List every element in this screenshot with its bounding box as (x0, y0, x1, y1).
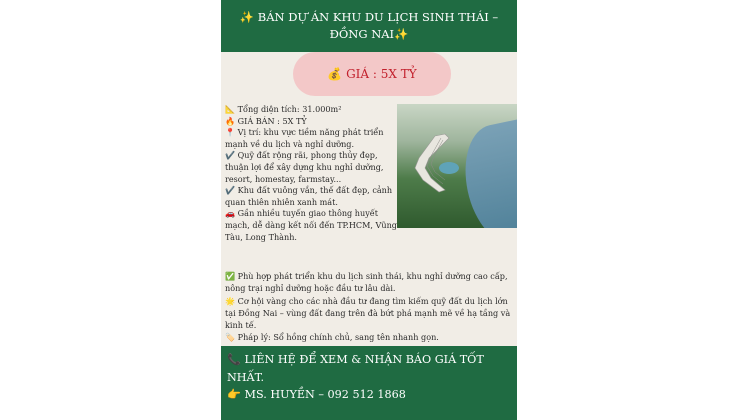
benefit-usage: ✅ Phù hợp phát triển khu du lịch sinh thái, khu nghỉ dưỡng cao cấp, nông trại nghỉ dưỡng hoặc đầu tư lâu dài. (225, 271, 508, 294)
poster-header (221, 0, 517, 52)
detail-price: 🔥 GIÁ BÁN : 5X TỶ (225, 115, 307, 126)
benefit-opportunity: 🌟 Cơ hội vàng cho các nhà đầu tư đang tìm kiếm quỹ đất du lịch lớn tại Đồng Nai – vùng đất đang trên đà bứt phá mạnh mẽ về hạ tầng và kinh tế. (225, 295, 511, 331)
property-details (225, 104, 397, 243)
detail-location: 📍 Vị trí: khu vực tiềm năng phát triển mạnh về du lịch và nghỉ dưỡng. (225, 127, 384, 149)
detail-area: 📐 Tổng diện tích: 31.000m² (225, 104, 342, 114)
benefits-section (225, 270, 515, 344)
hotel-building-icon (405, 128, 469, 198)
benefit-legal: 🏷️ Pháp lý: Sổ hồng chính chủ, sang tên nhanh gọn. (225, 332, 439, 343)
poster-title: ✨ BÁN DỰ ÁN KHU DU LỊCH SINH THÁI – ĐỒNG NAI✨ (239, 10, 499, 41)
contact-line: 📞 LIÊN HỆ ĐỂ XEM & NHẬN BÁO GIÁ TỐT NHẤT. (227, 353, 484, 384)
contact-person[interactable]: 👉 MS. HUYỀN – 092 512 1868 (227, 388, 406, 401)
detail-traffic: 🚗 Gần nhiều tuyến giao thông huyết mạch, dễ dàng kết nối đến TP.HCM, Vũng Tàu, Long Thành. (225, 208, 397, 242)
detail-shape: ✔️ Khu đất vuông vắn, thế đất đẹp, cảnh quan thiên nhiên xanh mát. (225, 185, 393, 207)
detail-land: ✔️ Quỹ đất rộng rãi, phong thủy đẹp, thuận lợi để xây dựng khu nghỉ dưỡng, resort, homestay, farmstay... (225, 150, 384, 184)
price-label: 💰 GIÁ : 5X TỶ (327, 67, 417, 81)
listing-poster (221, 0, 517, 420)
contact-footer (221, 346, 517, 420)
price-badge (293, 52, 451, 96)
resort-photo (397, 104, 517, 228)
